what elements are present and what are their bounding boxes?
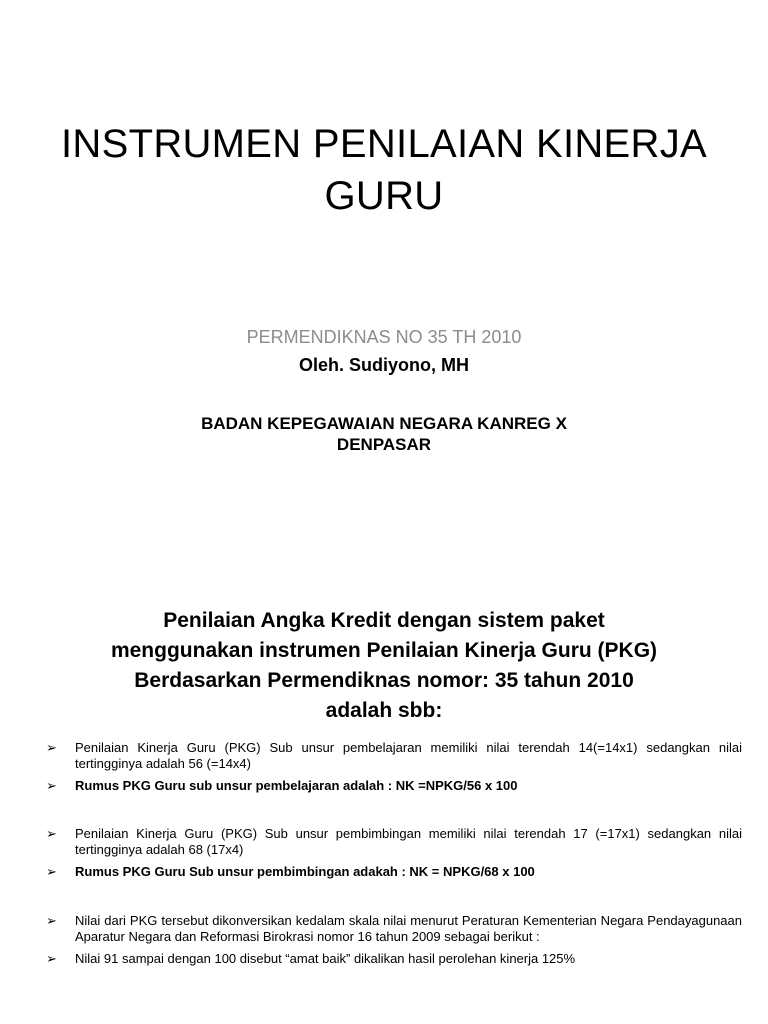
arrow-bullet-icon: ➢: [46, 826, 57, 841]
arrow-bullet-icon: ➢: [46, 864, 57, 879]
heading-line-4: adalah sbb:: [325, 699, 443, 722]
list-item: [0, 740, 768, 772]
arrow-bullet-icon: ➢: [46, 951, 57, 966]
agency-block: [0, 413, 768, 455]
bullet-text: Nilai 91 sampai dengan 100 disebut “amat baik” dikalikan hasil perolehan kinerja 125%: [75, 951, 576, 966]
list-item: [0, 778, 768, 794]
agency-line-1: BADAN KEPEGAWAIAN NEGARA KANREG X: [201, 414, 567, 433]
title-line-1: INSTRUMEN PENILAIAN KINERJA: [61, 122, 707, 166]
heading-line-3: Berdasarkan Permendiknas nomor: 35 tahun 2010: [134, 669, 634, 692]
heading-line-1: Penilaian Angka Kredit dengan sistem paket: [163, 609, 605, 632]
arrow-bullet-icon: ➢: [46, 778, 57, 793]
bullet-text: Penilaian Kinerja Guru (PKG) Sub unsur pembelajaran memiliki nilai terendah 14(=14x1) sedangkan nilai tertingginya adalah 56 (=14x4): [75, 740, 742, 771]
content-slide: [0, 592, 768, 1024]
bullet-text: Rumus PKG Guru sub unsur pembelajaran adalah : NK =NPKG/56 x 100: [75, 778, 518, 793]
slide-title: [40, 118, 728, 222]
bullet-text: Penilaian Kinerja Guru (PKG) Sub unsur pembimbingan memiliki nilai terendah 17 (=17x1) sedangkan nilai tertingginya adalah 68 (17x4): [75, 826, 742, 857]
heading-line-2: menggunakan instrumen Penilaian Kinerja Guru (PKG): [110, 639, 658, 662]
arrow-bullet-icon: ➢: [46, 740, 57, 755]
bullet-text: Nilai dari PKG tersebut dikonversikan kedalam skala nilai menurut Peraturan Kementerian Negara Pendayagunaan Aparatur Negara dan Reformasi Birokrasi nomor 16 tahun 2009 sebagai berikut :: [75, 913, 742, 944]
arrow-bullet-icon: ➢: [46, 913, 57, 928]
list-item: [0, 951, 768, 967]
author-line: Oleh. Sudiyono, MH: [299, 355, 469, 375]
bullet-text: Rumus PKG Guru Sub unsur pembimbingan adakah : NK = NPKG/68 x 100: [75, 864, 535, 879]
bullet-list: [0, 740, 768, 967]
regulation-subtitle: PERMENDIKNAS NO 35 TH 2010: [246, 327, 522, 347]
list-item: [0, 864, 768, 880]
agency-line-2: DENPASAR: [336, 435, 432, 454]
list-item: [0, 826, 768, 858]
title-line-2: GURU: [324, 174, 444, 218]
list-item: [0, 913, 768, 945]
slide-heading: [0, 606, 768, 726]
